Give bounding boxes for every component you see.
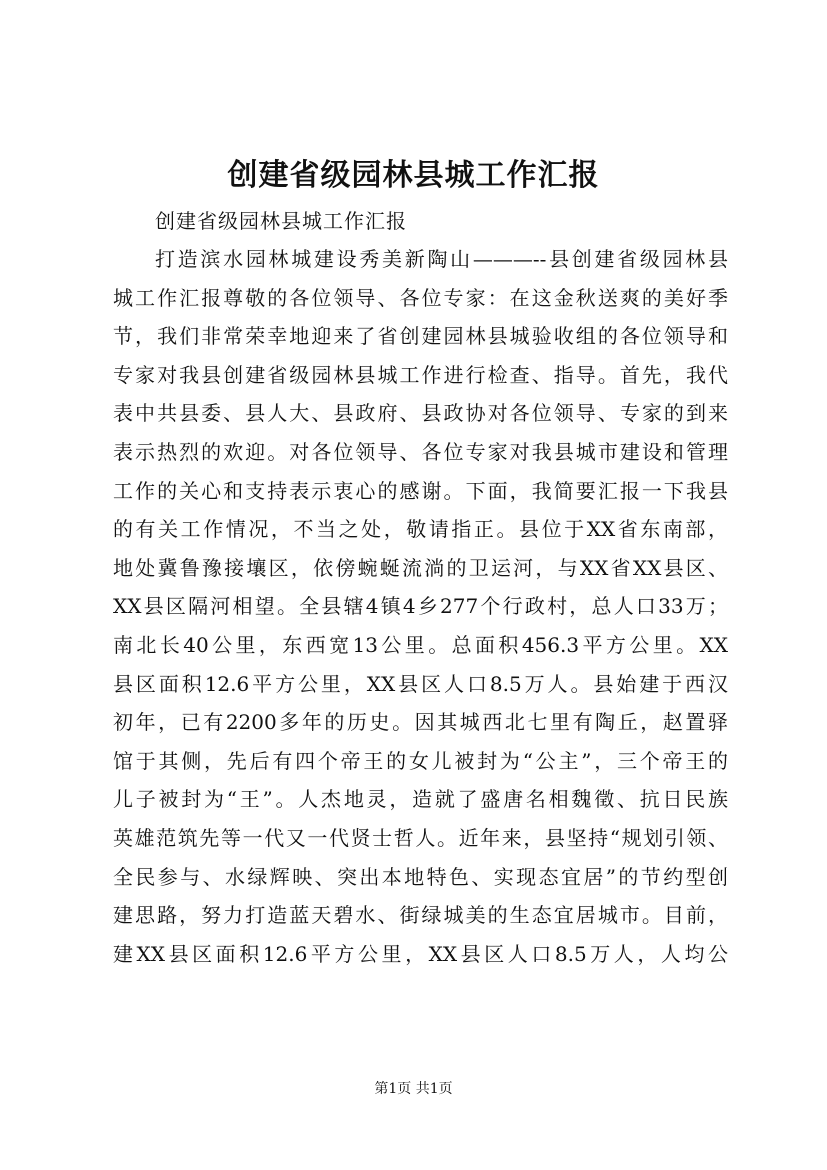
document-body [113,240,728,973]
paragraph-line: 全民参与、水绿辉映、突出本地特色、实现态宜居”的节约型创 [113,864,728,889]
paragraph-line: 英雄范筑先等一代又一代贤士哲人。近年来，县坚持“规划引领、 [113,825,728,850]
page-footer: 第1页 共1页 [374,1081,453,1097]
paragraph-line: 初年，已有2200多年的历史。因其城西北七里有陶丘，赵置驿 [113,710,728,735]
paragraph-line: 工作的关心和支持表示衷心的感谢。下面，我简要汇报一下我县 [113,478,728,503]
paragraph-line: 表示热烈的欢迎。对各位领导、各位专家对我县城市建设和管理 [113,439,728,464]
paragraph-line: 建XX县区面积12.6平方公里，XX县区人口8.5万人，人均公 [113,941,728,966]
paragraph-line: 的有关工作情况，不当之处，敬请指正。县位于XX省东南部， [113,517,728,542]
paragraph-line: 节，我们非常荣幸地迎来了省创建园林县城验收组的各位领导和 [113,324,728,349]
paragraph-line: 南北长40公里，东西宽13公里。总面积456.3平方公里。XX [113,632,728,657]
document-title: 创建省级园林县城工作汇报 [227,158,600,193]
paragraph-line: 县区面积12.6平方公里，XX县区人口8.5万人。县始建于西汉 [113,671,728,696]
paragraph-line: 馆于其侧，先后有四个帝王的女儿被封为“公主”，三个帝王的 [113,748,728,773]
paragraph-line: 城工作汇报尊敬的各位领导、各位专家：在这金秋送爽的美好季 [113,285,728,310]
document-subtitle: 创建省级园林县城工作汇报 [155,209,407,233]
paragraph-line: 打造滨水园林城建设秀美新陶山———--县创建省级园林县 [155,247,728,271]
paragraph-line: 表中共县委、县人大、县政府、县政协对各位领导、专家的到来 [113,401,728,426]
paragraph-line: 地处冀鲁豫接壤区，依傍蜿蜒流淌的卫运河，与XX省XX县区、 [113,555,728,580]
paragraph-line: 建思路，努力打造蓝天碧水、街绿城美的生态宜居城市。目前， [113,903,728,928]
paragraph-line: XX县区隔河相望。全县辖4镇4乡277个行政村，总人口33万； [113,594,728,619]
paragraph-line: 专家对我县创建省级园林县城工作进行检查、指导。首先，我代 [113,362,728,387]
paragraph-line: 儿子被封为“王”。人杰地灵，造就了盛唐名相魏徵、抗日民族 [113,787,728,812]
